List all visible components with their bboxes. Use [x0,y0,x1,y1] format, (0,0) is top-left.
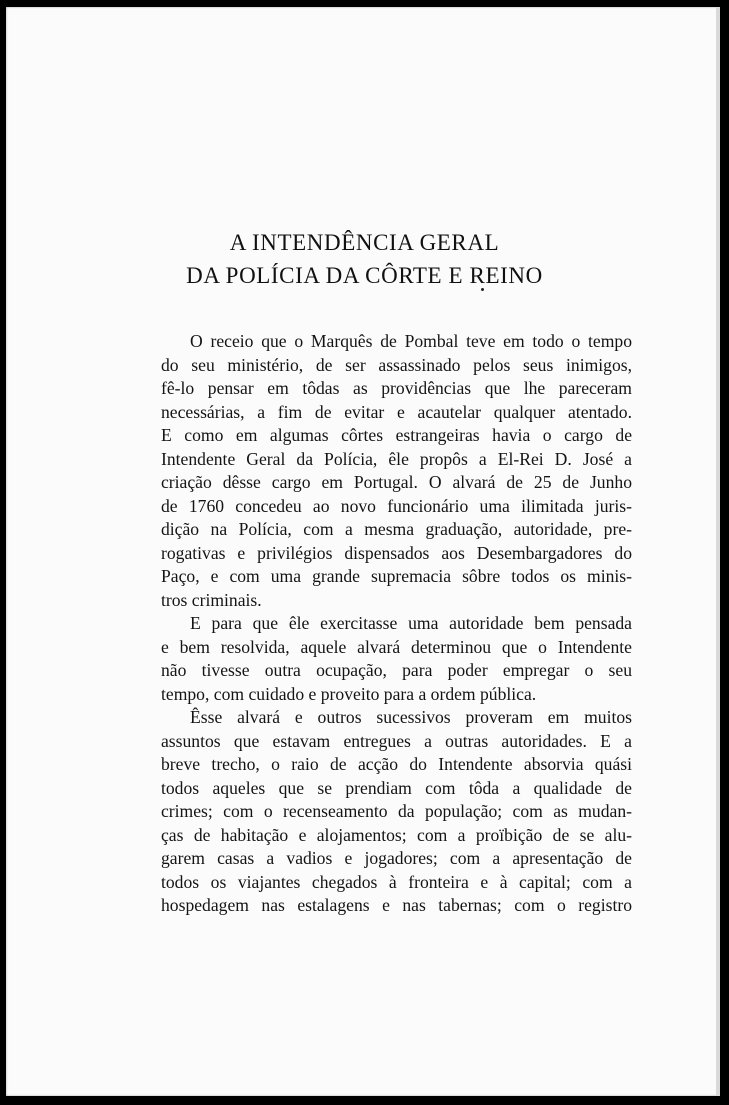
text-line: crimes; com o recenseamento da população; com as mudan- [161,801,632,821]
text-line: ças de habitação e alojamentos; com a proïbição de se alu- [161,824,632,845]
print-speck [481,288,484,291]
chapter-title [0,226,729,292]
text-line: e bem resolvida, aquele alvará determinou que o Intendente [161,636,632,657]
text-line: não tivesse outra ocupação, para poder empregar o seu [161,660,632,680]
paragraph-1 [161,330,632,612]
text-line: Paço, e com uma grande supremacia sôbre todos os minis- [161,566,632,586]
paragraph-3 [161,706,632,918]
page-edge [716,7,720,1096]
body-text [161,330,632,918]
chapter-title-line-2: DA POLÍCIA DA CÔRTE E REINO [186,263,543,288]
text-line: do seu ministério, de ser assassinado pelos seus inimigos, [161,354,632,375]
text-line: E para que êle exercitasse uma autoridade bem pensada [190,613,632,633]
text-line: todos os viajantes chegados à fronteira e à capital; com a [161,871,632,892]
text-line: garem casas a vadios e jogadores; com a apresentação de [161,848,632,868]
text-line: necessárias, a fim de evitar e acautelar qualquer atentado. [161,401,632,422]
text-line: rogativas e privilégios dispensados aos Desembargadores do [161,542,632,563]
text-line: assuntos que estavam entregues a outras autoridades. E a [161,730,632,751]
text-line: todos aqueles que se prendiam com tôda a qualidade de [161,777,632,798]
text-line: tempo, com cuidado e proveito para a ordem pública. [161,683,537,704]
text-line: dição na Polícia, com a mesma graduação, autoridade, pre- [161,519,632,539]
text-line: O receio que o Marquês de Pombal teve em todo o tempo [190,331,632,351]
text-line: de 1760 concedeu ao novo funcionário uma ilimitada juris- [161,495,632,516]
text-line: E como em algumas côrtes estrangeiras havia o cargo de [161,425,632,445]
chapter-title-line-1: A INTENDÊNCIA GERAL [229,230,500,255]
text-line: hospedagem nas estalagens e nas tabernas; com o registro [161,895,632,915]
text-line: Intendente Geral da Polícia, êle propôs a El-Rei D. José a [161,448,632,469]
text-line: tros criminais. [161,589,262,610]
text-line: Êsse alvará e outros sucessivos proveram em muitos [190,707,632,727]
paragraph-2 [161,612,632,706]
text-line: fê-lo pensar em tôdas as providências que lhe pareceram [161,378,632,398]
text-line: breve trecho, o raio de acção do Intendente absorvia quási [161,754,632,774]
text-line: criação dêsse cargo em Portugal. O alvará de 25 de Junho [161,472,632,492]
